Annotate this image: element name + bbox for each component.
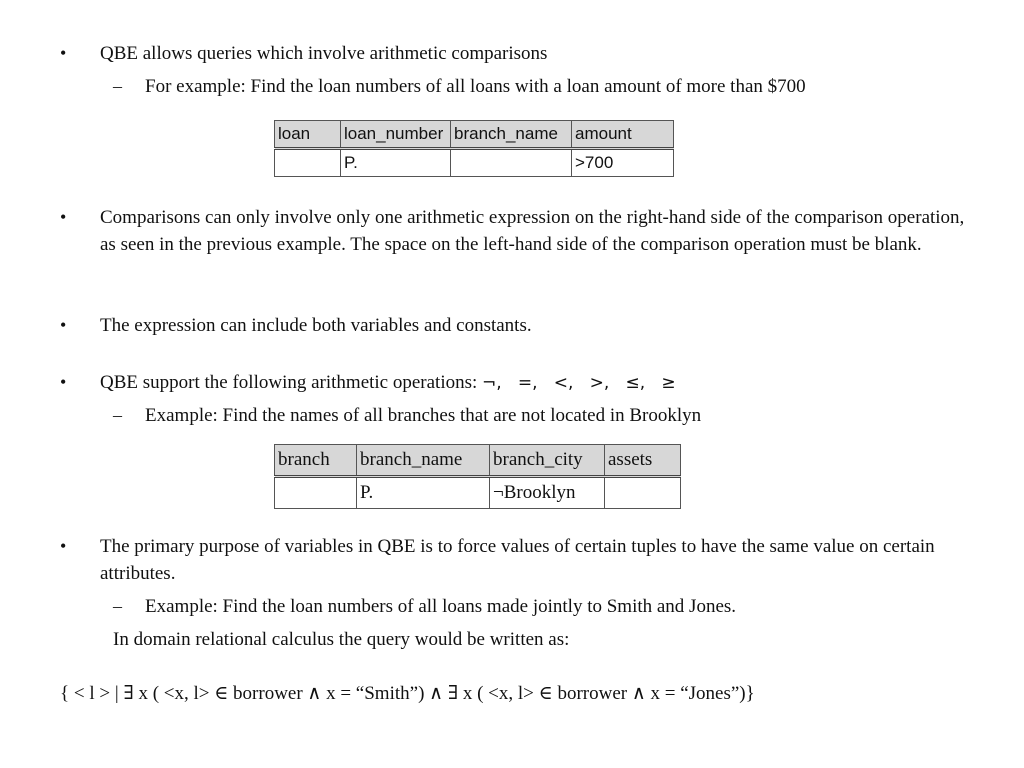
table-cell: P. <box>341 149 451 177</box>
table-header: branch <box>275 445 357 477</box>
table-cell: >700 <box>572 149 674 177</box>
arith-ops-label: QBE support the following arithmetic operations: <box>100 372 483 393</box>
bullet-expression: The expression can include both variables and constants. <box>100 315 532 336</box>
drc-formula: { < l > | ∃ x ( <x, l> ∈ borrower ∧ x = “Smith”) ∧ ∃ x ( <x, l> ∈ borrower ∧ x = “Jones”)} <box>60 683 755 704</box>
bullet-marker: • <box>60 372 67 392</box>
table-header: branch_name <box>451 121 572 149</box>
bullet-qbe-comparisons: QBE allows queries which involve arithmetic comparisons <box>100 43 548 64</box>
sub-example-smith-jones: Example: Find the loan numbers of all loans made jointly to Smith and Jones. <box>145 596 737 617</box>
table-header: loan <box>275 121 341 149</box>
note-domain-calculus: In domain relational calculus the query would be written as: <box>113 629 570 650</box>
bullet-marker: • <box>60 43 67 63</box>
dash-marker: – <box>113 596 122 616</box>
bullet-marker: • <box>60 315 67 335</box>
table-cell <box>605 477 681 509</box>
arith-ops-symbols: ¬, =, <, >, ≤, ≥ <box>482 373 676 393</box>
sub-example-loans: For example: Find the loan numbers of all loans with a loan amount of more than $700 <box>145 76 806 97</box>
bullet-variables-purpose: The primary purpose of variables in QBE is to force values of certain tuples to have the same value on certain attributes. <box>100 536 935 584</box>
table-cell: P. <box>357 477 490 509</box>
table-header: amount <box>572 121 674 149</box>
table-cell <box>275 477 357 509</box>
table-header: assets <box>605 445 681 477</box>
table-header: branch_city <box>490 445 605 477</box>
qbe-table-loan <box>274 120 674 177</box>
table-header: loan_number <box>341 121 451 149</box>
table-cell <box>275 149 341 177</box>
qbe-table-branch <box>274 444 681 509</box>
sub-example-branches: Example: Find the names of all branches that are not located in Brooklyn <box>145 405 702 426</box>
dash-marker: – <box>113 405 122 425</box>
bullet-marker: • <box>60 207 67 227</box>
table-header: branch_name <box>357 445 490 477</box>
table-cell: ¬Brooklyn <box>490 477 605 509</box>
bullet-arith-ops <box>100 369 676 397</box>
table-cell <box>451 149 572 177</box>
bullet-comparisons-rule: Comparisons can only involve only one arithmetic expression on the right-hand side of the comparison operation, as seen in the previous example. The space on the left-hand side of the comparison operation must be blank. <box>100 207 965 255</box>
dash-marker: – <box>113 76 122 96</box>
bullet-marker: • <box>60 536 67 556</box>
